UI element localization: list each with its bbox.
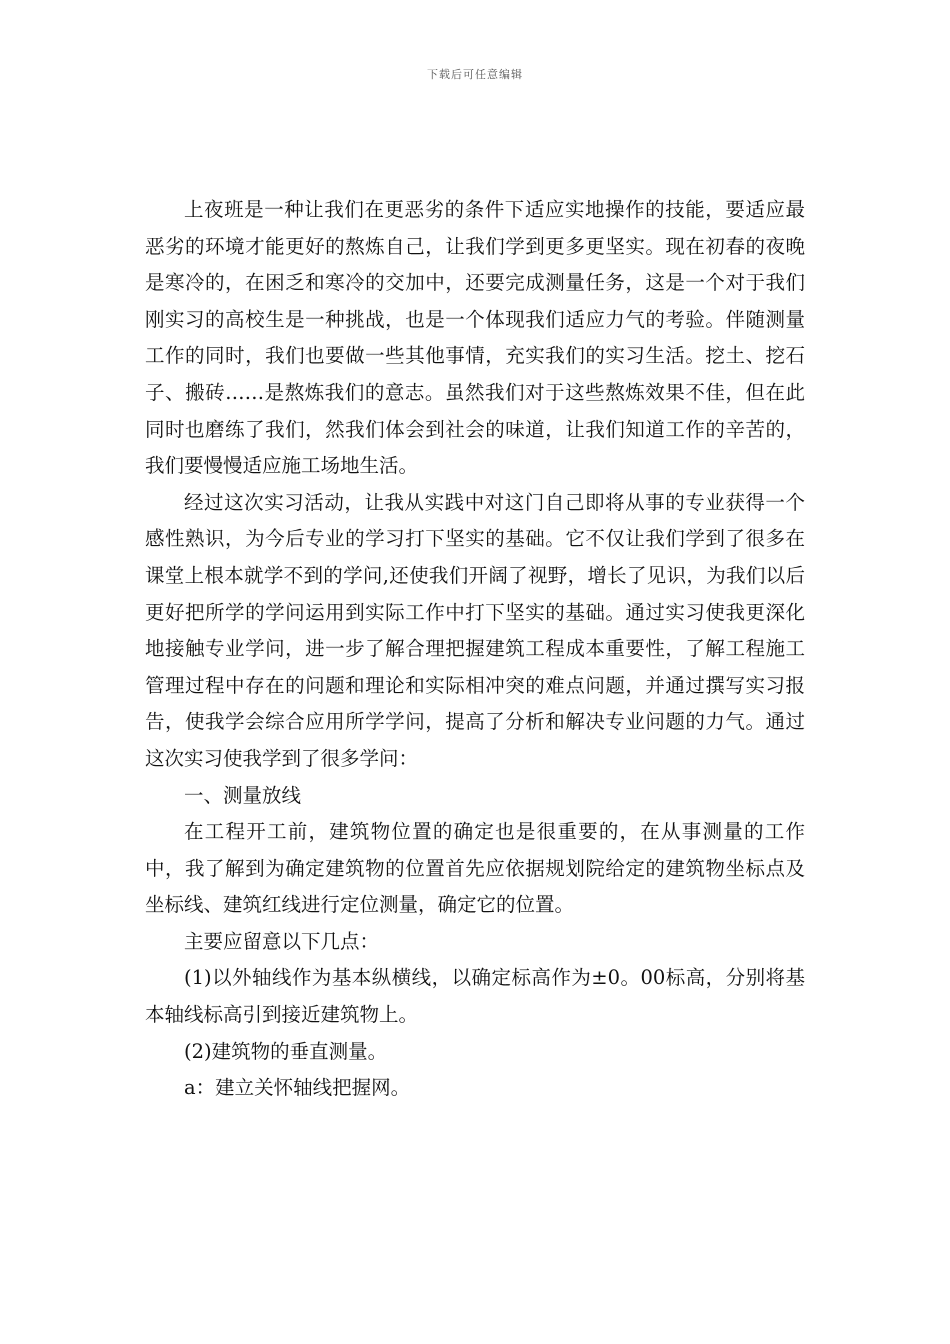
- paragraph-building-positioning: 在工程开工前，建筑物位置的确定也是很重要的，在从事测量的工作中，我了解到为确定建筑物的位置首先应依据规划院给定的建筑物坐标点及坐标线、建筑红线进行定位测量，确定它的位置。: [145, 820, 805, 917]
- paragraph-key-points-intro: 主要应留意以下几点：: [184, 929, 380, 953]
- document-body: [145, 192, 805, 1107]
- list-item-2: (2)建筑物的垂直测量。: [184, 1039, 388, 1063]
- page-header: 下载后可任意编辑: [427, 68, 523, 81]
- list-item-a: a：建立关怀轴线把握网。: [184, 1076, 411, 1100]
- list-item-1: (1)以外轴线作为基本纵横线，以确定标高作为±0。00标高，分别将基本轴线标高引到接近建筑物上。: [145, 966, 805, 1027]
- paragraph-night-shift: 上夜班是一种让我们在更恶劣的条件下适应实地操作的技能，要适应最恶劣的环境才能更好的熬炼自己，让我们学到更多更坚实。现在初春的夜晚是寒冷的，在困乏和寒冷的交加中，还要完成测量任务，这是一个对于我们刚实习的高校生是一种挑战，也是一个体现我们适应力气的考验。伴随测量工作的同时，我们也要做一些其他事情，充实我们的实习生活。挖土、挖石子、搬砖……是熬炼我们的意志。虽然我们对于这些熬炼效果不佳，但在此同时也磨练了我们，然我们体会到社会的味道，让我们知道工作的辛苦的，我们要慢慢适应施工场地生活。: [145, 198, 805, 478]
- section-heading-surveying: 一、测量放线: [184, 783, 302, 807]
- paragraph-internship-summary: 经过这次实习活动，让我从实践中对这门自己即将从事的专业获得一个感性熟识，为今后专业的学习打下坚实的基础。它不仅让我们学到了很多在课堂上根本就学不到的学问,还使我们开阔了视野，增长了见识，为我们以后更好把所学的学问运用到实际工作中打下坚实的基础。通过实习使我更深化地接触专业学问，进一步了解合理把握建筑工程成本重要性，了解工程施工管理过程中存在的问题和理论和实际相冲突的难点问题，并通过撰写实习报告，使我学会综合应用所学学问，提高了分析和解决专业问题的力气。通过这次实习使我学到了很多学问：: [145, 490, 805, 770]
